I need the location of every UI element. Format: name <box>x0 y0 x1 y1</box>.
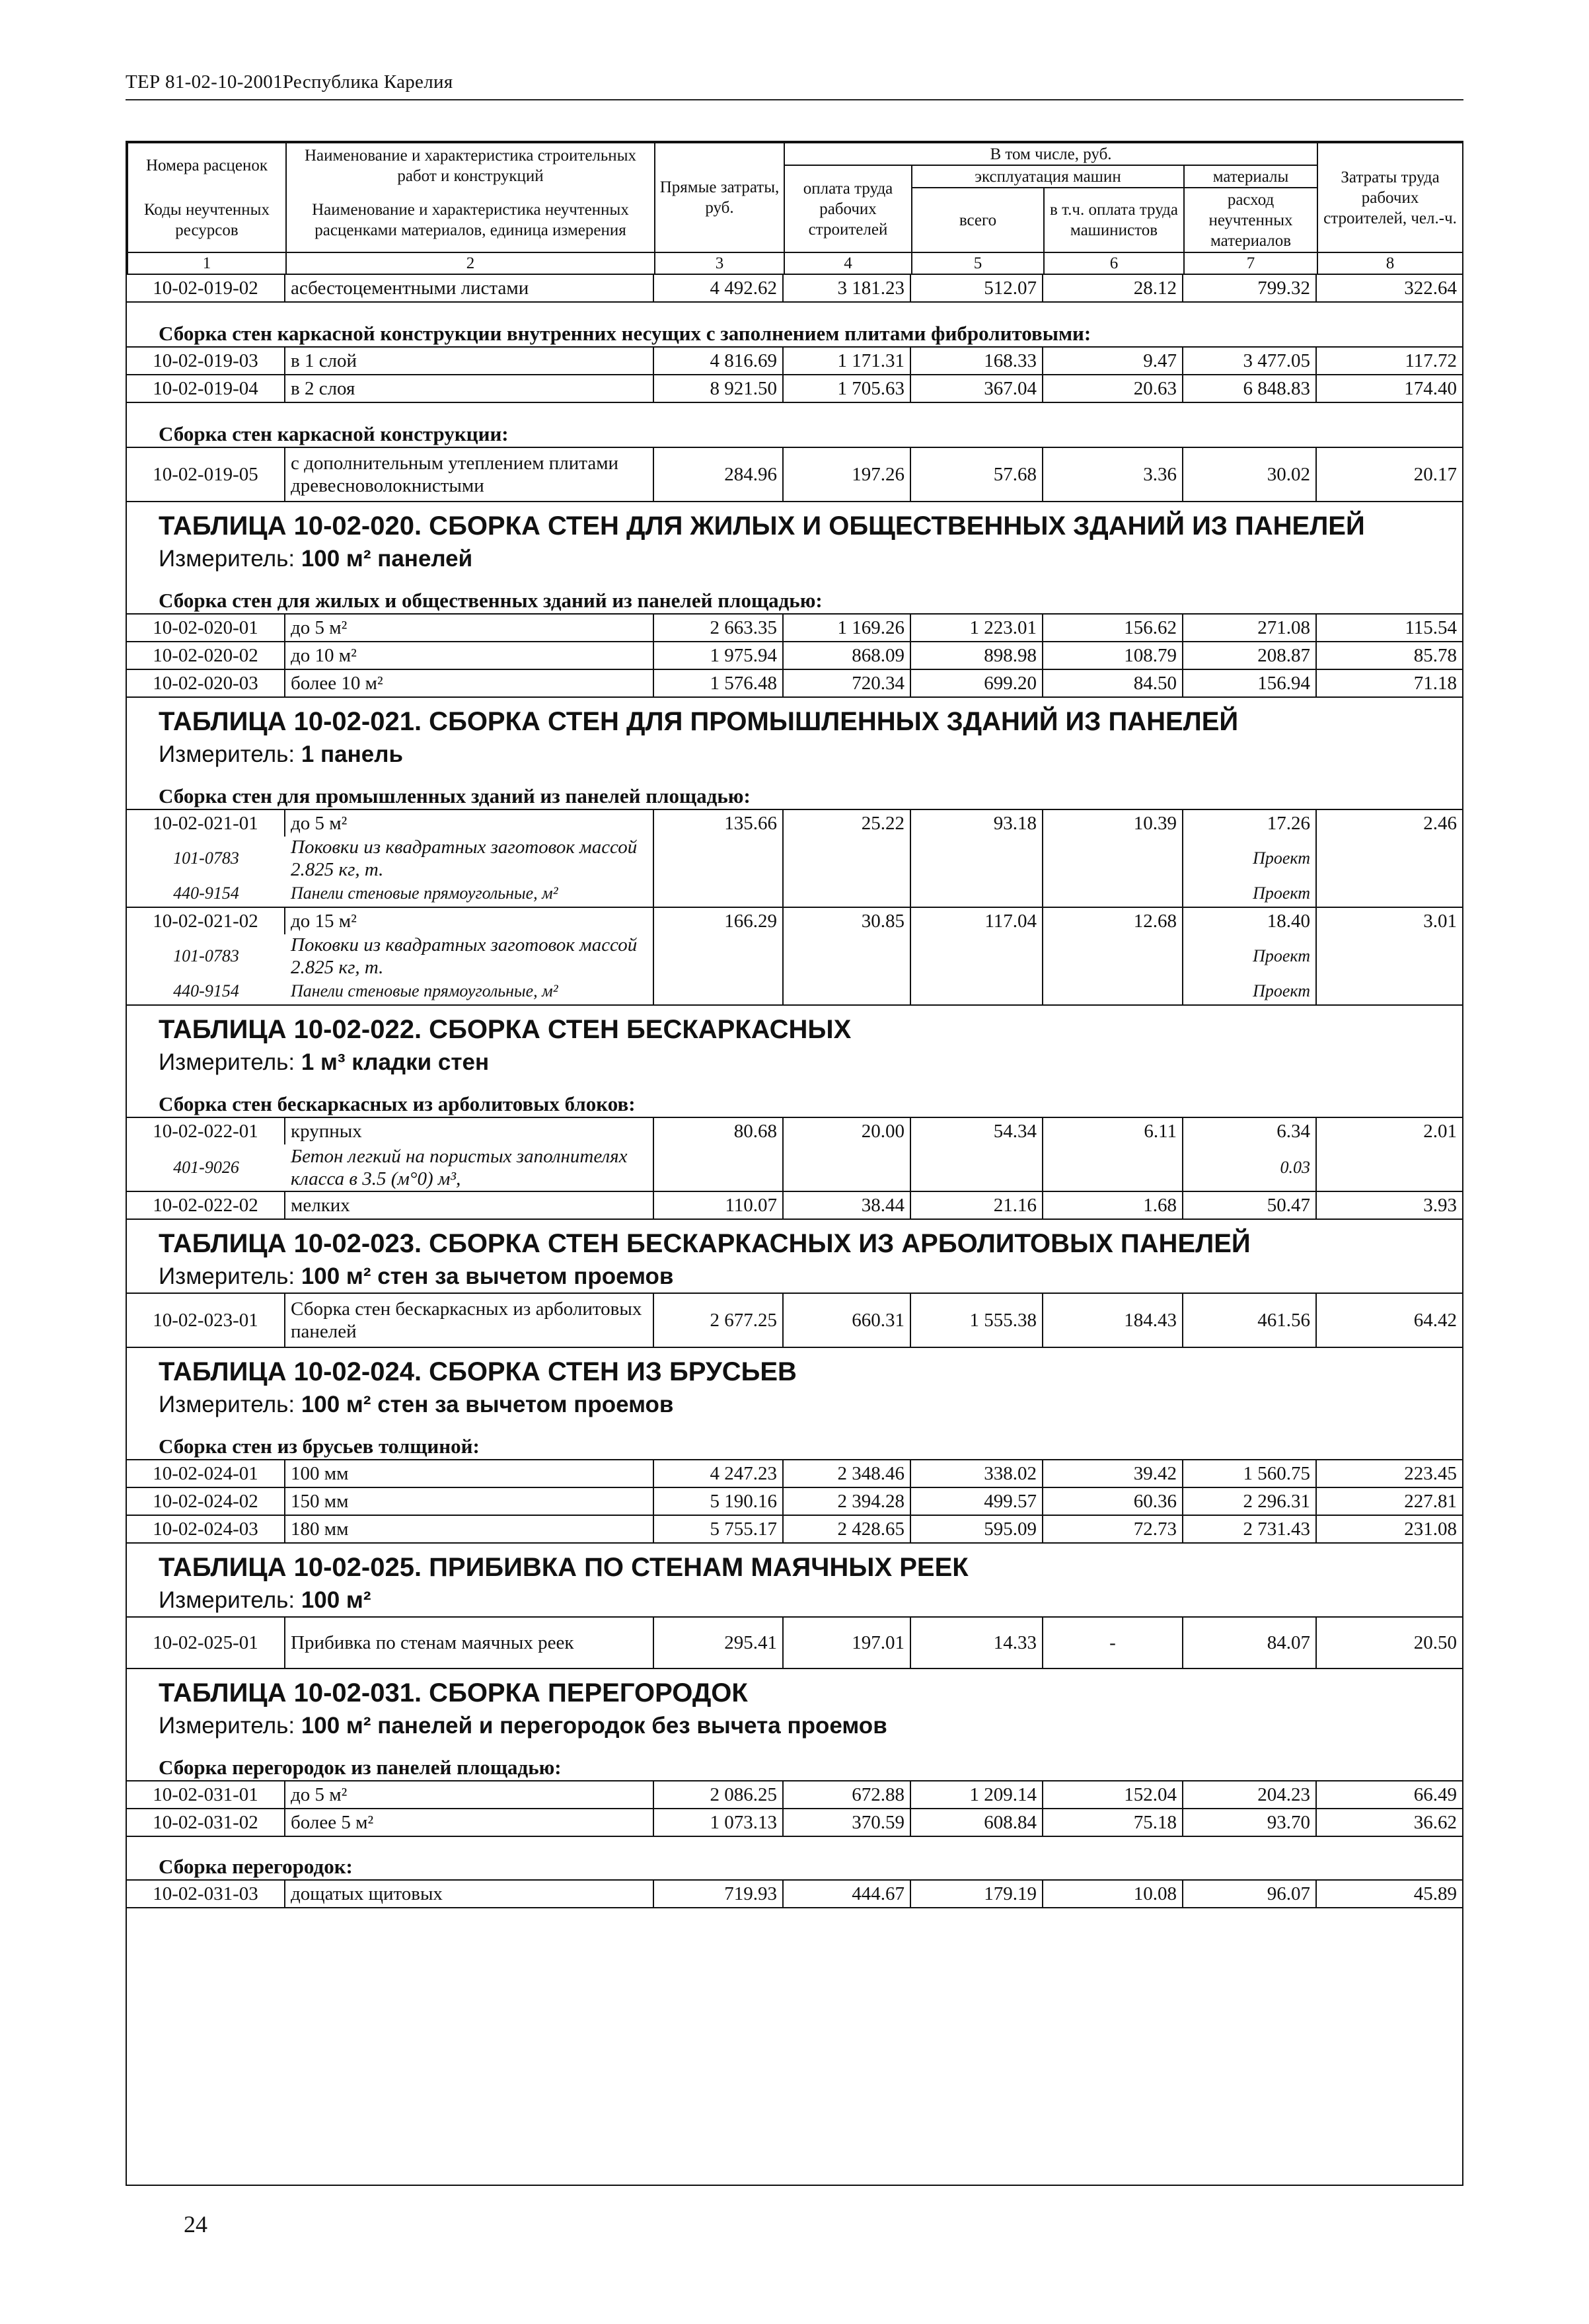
table-row <box>127 375 1462 403</box>
section-subtitle: Сборка стен каркасной конструкции внутренних несущих с заполнением плитами фибролитовыми: <box>127 303 1462 348</box>
labor-wages: 868.09 <box>784 642 911 669</box>
materials: 84.07 <box>1183 1618 1317 1668</box>
labor-hours: 2.01 <box>1423 1120 1457 1142</box>
table-row <box>127 1618 1462 1669</box>
labor-hours: 174.40 <box>1404 377 1457 399</box>
labor-wages: 2 428.65 <box>784 1516 911 1542</box>
machines-total: 21.16 <box>911 1192 1043 1218</box>
measure-value: 1 панель <box>301 741 403 767</box>
labor-wages: 197.01 <box>784 1618 911 1668</box>
table-row <box>127 642 1462 670</box>
section-subtitle: Сборка стен для промышленных зданий из панелей площадью: <box>127 770 1462 810</box>
machines-total: 54.34 <box>911 1118 1043 1144</box>
work-name: до 10 м² <box>285 642 654 669</box>
measure-label: Измеритель: <box>159 1587 295 1613</box>
rate-code: 10-02-024-03 <box>127 1516 285 1542</box>
rate-code: 10-02-024-01 <box>127 1460 285 1487</box>
labor-wages: 720.34 <box>784 670 911 696</box>
work-name: до 5 м² <box>285 615 654 641</box>
labor-hours: 71.18 <box>1413 672 1457 694</box>
direct-costs: 719.93 <box>654 1881 784 1907</box>
table-title: ТАБЛИЦА 10-02-022. СБОРКА СТЕН БЕСКАРКАСНЫХ <box>159 1015 852 1044</box>
work-name: в 1 слой <box>285 348 654 374</box>
materials: 50.47 <box>1183 1192 1317 1218</box>
labor-hours: 45.89 <box>1413 1883 1457 1904</box>
rate-code: 10-02-031-03 <box>127 1881 285 1907</box>
col-number: 1 <box>128 252 286 274</box>
work-name: до 15 м² <box>285 908 654 934</box>
table-row <box>127 810 1462 837</box>
materials: 17.26 <box>1183 810 1317 837</box>
col-number: 2 <box>286 252 655 274</box>
labor-wages: 25.22 <box>784 810 911 837</box>
direct-costs: 284.96 <box>654 448 784 501</box>
labor-hours: 322.64 <box>1404 277 1457 299</box>
col1-bottom-header: Коды неучтенных ресурсов <box>128 188 286 252</box>
table-title: ТАБЛИЦА 10-02-025. ПРИБИВКА ПО СТЕНАМ МАЯЧНЫХ РЕЕК <box>159 1553 969 1582</box>
work-name: Прибивка по стенам маячных реек <box>285 1618 654 1668</box>
operators-wages: 108.79 <box>1043 642 1183 669</box>
rate-code: 10-02-020-03 <box>127 670 285 696</box>
table-title: ТАБЛИЦА 10-02-031. СБОРКА ПЕРЕГОРОДОК <box>159 1678 748 1707</box>
direct-costs: 1 576.48 <box>654 670 784 696</box>
labor-wages: 370.59 <box>784 1809 911 1836</box>
rate-code: 10-02-031-02 <box>127 1809 285 1836</box>
measure-value: 1 м³ кладки стен <box>301 1049 490 1075</box>
direct-costs: 135.66 <box>654 810 784 837</box>
labor-hours: 85.78 <box>1413 644 1457 666</box>
measure-label: Измеритель: <box>159 1392 295 1417</box>
page-number: 24 <box>184 2211 207 2237</box>
measure-label: Измеритель: <box>159 1049 295 1075</box>
work-name: Сборка стен бескаркасных из арболитовых панелей <box>285 1294 654 1347</box>
table-row <box>127 670 1462 698</box>
work-name: крупных <box>285 1118 654 1144</box>
resource-consumption: 0.03 <box>1183 1144 1317 1191</box>
materials: 30.02 <box>1183 448 1317 501</box>
labor-hours: 227.81 <box>1404 1490 1457 1512</box>
labor-wages: 197.26 <box>784 448 911 501</box>
labor-hours: 20.50 <box>1413 1631 1457 1653</box>
direct-costs: 2 663.35 <box>654 615 784 641</box>
resource-row <box>127 978 1462 1006</box>
labor-hours: 64.42 <box>1413 1309 1457 1331</box>
resource-consumption: Проект <box>1183 837 1317 880</box>
measure-unit <box>127 739 1462 770</box>
rate-code: 10-02-031-01 <box>127 1781 285 1808</box>
col-number: 6 <box>1044 252 1184 274</box>
labor-wages: 38.44 <box>784 1192 911 1218</box>
machines-total: 1 209.14 <box>911 1781 1043 1808</box>
rate-code: 10-02-024-02 <box>127 1488 285 1515</box>
operators-wages: 6.11 <box>1043 1118 1183 1144</box>
labor-wages: 1 169.26 <box>784 615 911 641</box>
table-row <box>127 1881 1462 1908</box>
materials: 96.07 <box>1183 1881 1317 1907</box>
measure-unit <box>127 1047 1462 1078</box>
rate-code: 10-02-019-05 <box>127 448 285 501</box>
materials: 1 560.75 <box>1183 1460 1317 1487</box>
col2-top-header: Наименование и характеристика строительных работ и конструкций <box>286 143 655 188</box>
materials: 799.32 <box>1183 275 1317 301</box>
materials: 93.70 <box>1183 1809 1317 1836</box>
direct-costs: 4 816.69 <box>654 348 784 374</box>
measure-value: 100 м² панелей и перегородок без вычета проемов <box>301 1713 887 1739</box>
machines-total: 117.04 <box>911 908 1043 934</box>
work-name: 180 мм <box>285 1516 654 1542</box>
group-header-machines: эксплуатация машин <box>912 165 1184 188</box>
operators-wages: 75.18 <box>1043 1809 1183 1836</box>
work-name: более 10 м² <box>285 670 654 696</box>
table-row <box>127 448 1462 502</box>
labor-hours: 115.54 <box>1405 617 1457 638</box>
operators-wages: - <box>1043 1618 1183 1668</box>
measure-unit <box>127 1585 1462 1618</box>
table-row <box>127 1488 1462 1516</box>
table-row <box>127 1781 1462 1809</box>
operators-wages: 60.36 <box>1043 1488 1183 1515</box>
direct-costs: 1 975.94 <box>654 642 784 669</box>
materials: 18.40 <box>1183 908 1317 934</box>
resource-row <box>127 1144 1462 1192</box>
rate-code: 10-02-021-01 <box>127 810 285 837</box>
measure-label: Измеритель: <box>159 1713 295 1739</box>
work-name: 150 мм <box>285 1488 654 1515</box>
operators-wages: 9.47 <box>1043 348 1183 374</box>
section-subtitle: Сборка перегородок: <box>127 1837 1462 1881</box>
machines-total: 608.84 <box>911 1809 1043 1836</box>
materials: 271.08 <box>1183 615 1317 641</box>
operators-wages: 28.12 <box>1043 275 1183 301</box>
rate-code: 10-02-019-04 <box>127 375 285 402</box>
labor-wages: 1 705.63 <box>784 375 911 402</box>
materials: 461.56 <box>1183 1294 1317 1347</box>
labor-hours: 3.01 <box>1423 910 1457 932</box>
labor-hours: 117.72 <box>1405 350 1457 371</box>
rate-code: 10-02-022-01 <box>127 1118 285 1144</box>
resource-row <box>127 837 1462 880</box>
measure-label: Измеритель: <box>159 1263 295 1289</box>
work-name: до 5 м² <box>285 810 654 837</box>
table-row <box>127 1192 1462 1220</box>
measure-unit <box>127 1389 1462 1421</box>
direct-costs: 295.41 <box>654 1618 784 1668</box>
col1-top-header: Номера расценок <box>128 143 286 188</box>
operators-wages: 10.08 <box>1043 1881 1183 1907</box>
direct-costs: 4 492.62 <box>654 275 784 301</box>
work-name: более 5 м² <box>285 1809 654 1836</box>
column-numbers-row <box>128 252 1463 274</box>
labor-wages: 3 181.23 <box>784 275 911 301</box>
table-row <box>127 1294 1462 1348</box>
col-number: 4 <box>784 252 912 274</box>
col-number: 7 <box>1184 252 1317 274</box>
resource-row <box>127 880 1462 908</box>
table-title: ТАБЛИЦА 10-02-021. СБОРКА СТЕН ДЛЯ ПРОМЫШЛЕННЫХ ЗДАНИЙ ИЗ ПАНЕЛЕЙ <box>159 707 1239 736</box>
table-header <box>127 142 1463 275</box>
labor-hours: 231.08 <box>1404 1518 1457 1540</box>
operators-wages: 3.36 <box>1043 448 1183 501</box>
measure-unit <box>127 1710 1462 1742</box>
machines-total: 699.20 <box>911 670 1043 696</box>
operators-wages: 10.39 <box>1043 810 1183 837</box>
rate-code: 10-02-020-01 <box>127 615 285 641</box>
measure-value: 100 м² стен за вычетом проемов <box>301 1263 674 1289</box>
operators-wages: 184.43 <box>1043 1294 1183 1347</box>
rate-code: 10-02-019-03 <box>127 348 285 374</box>
section-subtitle: Сборка стен из брусьев толщиной: <box>127 1421 1462 1460</box>
rate-code: 10-02-023-01 <box>127 1294 285 1347</box>
col-number: 3 <box>655 252 784 274</box>
group-header-materials: материалы <box>1184 165 1317 188</box>
labor-wages: 2 394.28 <box>784 1488 911 1515</box>
machines-total: 595.09 <box>911 1516 1043 1542</box>
rate-code: 10-02-020-02 <box>127 642 285 669</box>
machines-total: 338.02 <box>911 1460 1043 1487</box>
col2-bottom-header: Наименование и характеристика неучтенных расценками материалов, единица измерения <box>286 188 655 252</box>
materials: 3 477.05 <box>1183 348 1317 374</box>
labor-wages: 2 348.46 <box>784 1460 911 1487</box>
direct-costs: 2 677.25 <box>654 1294 784 1347</box>
materials: 2 296.31 <box>1183 1488 1317 1515</box>
col5-header: всего <box>912 188 1044 252</box>
materials: 2 731.43 <box>1183 1516 1317 1542</box>
labor-hours: 20.17 <box>1413 463 1457 485</box>
table-row <box>127 908 1462 934</box>
resource-name: Панели стеновые прямоугольные, м² <box>285 880 654 907</box>
work-name: асбестоцементными листами <box>285 275 654 301</box>
group-header-including: В том числе, руб. <box>784 143 1317 165</box>
col6-header: в т.ч. оплата труда машинистов <box>1044 188 1184 252</box>
col8-header: Затраты труда рабочих строителей, чел.-ч. <box>1317 143 1463 252</box>
table-row <box>127 275 1462 303</box>
resource-name: Панели стеновые прямоугольные, м² <box>285 978 654 1004</box>
machines-total: 499.57 <box>911 1488 1043 1515</box>
col7-header: расход неучтенных материалов <box>1184 188 1317 252</box>
machines-total: 14.33 <box>911 1618 1043 1668</box>
machines-total: 512.07 <box>911 275 1043 301</box>
direct-costs: 166.29 <box>654 908 784 934</box>
work-name: мелких <box>285 1192 654 1218</box>
work-name: дощатых щитовых <box>285 1881 654 1907</box>
direct-costs: 80.68 <box>654 1118 784 1144</box>
measure-label: Измеритель: <box>159 546 295 572</box>
materials: 208.87 <box>1183 642 1317 669</box>
document-header: ТЕР 81-02-10-2001Республика Карелия <box>126 71 453 93</box>
resource-name: Поковки из квадратных заготовок массой 2.825 кг, т. <box>285 837 654 880</box>
table-row <box>127 1118 1462 1144</box>
resource-row <box>127 934 1462 978</box>
resource-code: 401-9026 <box>173 1158 239 1177</box>
col3-header: Прямые затраты, руб. <box>655 143 784 252</box>
section-subtitle: Сборка стен бескаркасных из арболитовых блоков: <box>127 1078 1462 1118</box>
machines-total: 1 223.01 <box>911 615 1043 641</box>
measure-value: 100 м² панелей <box>301 546 473 572</box>
machines-total: 93.18 <box>911 810 1043 837</box>
operators-wages: 152.04 <box>1043 1781 1183 1808</box>
measure-value: 100 м² стен за вычетом проемов <box>301 1392 674 1417</box>
labor-wages: 1 171.31 <box>784 348 911 374</box>
table-row <box>127 1460 1462 1488</box>
work-name: 100 мм <box>285 1460 654 1487</box>
resource-consumption: Проект <box>1183 934 1317 978</box>
resource-consumption: Проект <box>1183 978 1317 1004</box>
labor-hours: 2.46 <box>1423 812 1457 834</box>
measure-unit <box>127 1261 1462 1294</box>
rate-code: 10-02-021-02 <box>127 908 285 934</box>
table-title: ТАБЛИЦА 10-02-020. СБОРКА СТЕН ДЛЯ ЖИЛЫХ И ОБЩЕСТВЕННЫХ ЗДАНИЙ ИЗ ПАНЕЛЕЙ <box>159 511 1365 541</box>
direct-costs: 4 247.23 <box>654 1460 784 1487</box>
measure-value: 100 м² <box>301 1587 371 1613</box>
materials: 6.34 <box>1183 1118 1317 1144</box>
operators-wages: 1.68 <box>1043 1192 1183 1218</box>
direct-costs: 5 755.17 <box>654 1516 784 1542</box>
machines-total: 168.33 <box>911 348 1043 374</box>
operators-wages: 39.42 <box>1043 1460 1183 1487</box>
machines-total: 179.19 <box>911 1881 1043 1907</box>
materials: 6 848.83 <box>1183 375 1317 402</box>
labor-wages: 444.67 <box>784 1881 911 1907</box>
header-rule <box>126 99 1463 100</box>
rates-table <box>126 141 1463 2186</box>
resource-code: 440-9154 <box>173 883 239 903</box>
col4-header: оплата труда рабочих строителей <box>784 165 912 252</box>
table-title: ТАБЛИЦА 10-02-024. СБОРКА СТЕН ИЗ БРУСЬЕВ <box>159 1357 797 1386</box>
labor-wages: 30.85 <box>784 908 911 934</box>
table-row <box>127 348 1462 375</box>
section-subtitle: Сборка стен каркасной конструкции: <box>127 403 1462 448</box>
section-subtitle: Сборка перегородок из панелей площадью: <box>127 1742 1462 1781</box>
labor-hours: 3.93 <box>1423 1194 1457 1216</box>
measure-unit <box>127 543 1462 575</box>
measure-label: Измеритель: <box>159 741 295 767</box>
operators-wages: 20.63 <box>1043 375 1183 402</box>
section-subtitle: Сборка стен для жилых и общественных зданий из панелей площадью: <box>127 575 1462 615</box>
operators-wages: 84.50 <box>1043 670 1183 696</box>
resource-name: Поковки из квадратных заготовок массой 2.825 кг, т. <box>285 934 654 978</box>
work-name: до 5 м² <box>285 1781 654 1808</box>
machines-total: 367.04 <box>911 375 1043 402</box>
labor-hours: 36.62 <box>1413 1811 1457 1833</box>
materials: 156.94 <box>1183 670 1317 696</box>
resource-name: Бетон легкий на пористых заполнителях класса в 3.5 (м°0) м³, <box>285 1144 654 1191</box>
resource-code: 101-0783 <box>173 848 239 868</box>
direct-costs: 2 086.25 <box>654 1781 784 1808</box>
table-title: ТАБЛИЦА 10-02-023. СБОРКА СТЕН БЕСКАРКАСНЫХ ИЗ АРБОЛИТОВЫХ ПАНЕЛЕЙ <box>159 1229 1251 1258</box>
machines-total: 898.98 <box>911 642 1043 669</box>
col-number: 5 <box>912 252 1044 274</box>
operators-wages: 72.73 <box>1043 1516 1183 1542</box>
labor-wages: 20.00 <box>784 1118 911 1144</box>
direct-costs: 110.07 <box>654 1192 784 1218</box>
labor-wages: 660.31 <box>784 1294 911 1347</box>
table-row <box>127 1516 1462 1544</box>
rate-code: 10-02-019-02 <box>127 275 285 301</box>
table-row <box>127 615 1462 642</box>
materials: 204.23 <box>1183 1781 1317 1808</box>
operators-wages: 12.68 <box>1043 908 1183 934</box>
table-row <box>127 1809 1462 1837</box>
labor-hours: 66.49 <box>1413 1783 1457 1805</box>
work-name: в 2 слоя <box>285 375 654 402</box>
labor-hours: 223.45 <box>1404 1462 1457 1484</box>
operators-wages: 156.62 <box>1043 615 1183 641</box>
resource-code: 440-9154 <box>173 981 239 1000</box>
resource-consumption: Проект <box>1183 880 1317 907</box>
direct-costs: 5 190.16 <box>654 1488 784 1515</box>
rate-code: 10-02-022-02 <box>127 1192 285 1218</box>
work-name: с дополнительным утеплением плитами древесноволокнистыми <box>285 448 654 501</box>
machines-total: 1 555.38 <box>911 1294 1043 1347</box>
machines-total: 57.68 <box>911 448 1043 501</box>
col-number: 8 <box>1317 252 1463 274</box>
rate-code: 10-02-025-01 <box>127 1618 285 1668</box>
direct-costs: 1 073.13 <box>654 1809 784 1836</box>
resource-code: 101-0783 <box>173 946 239 965</box>
labor-wages: 672.88 <box>784 1781 911 1808</box>
direct-costs: 8 921.50 <box>654 375 784 402</box>
